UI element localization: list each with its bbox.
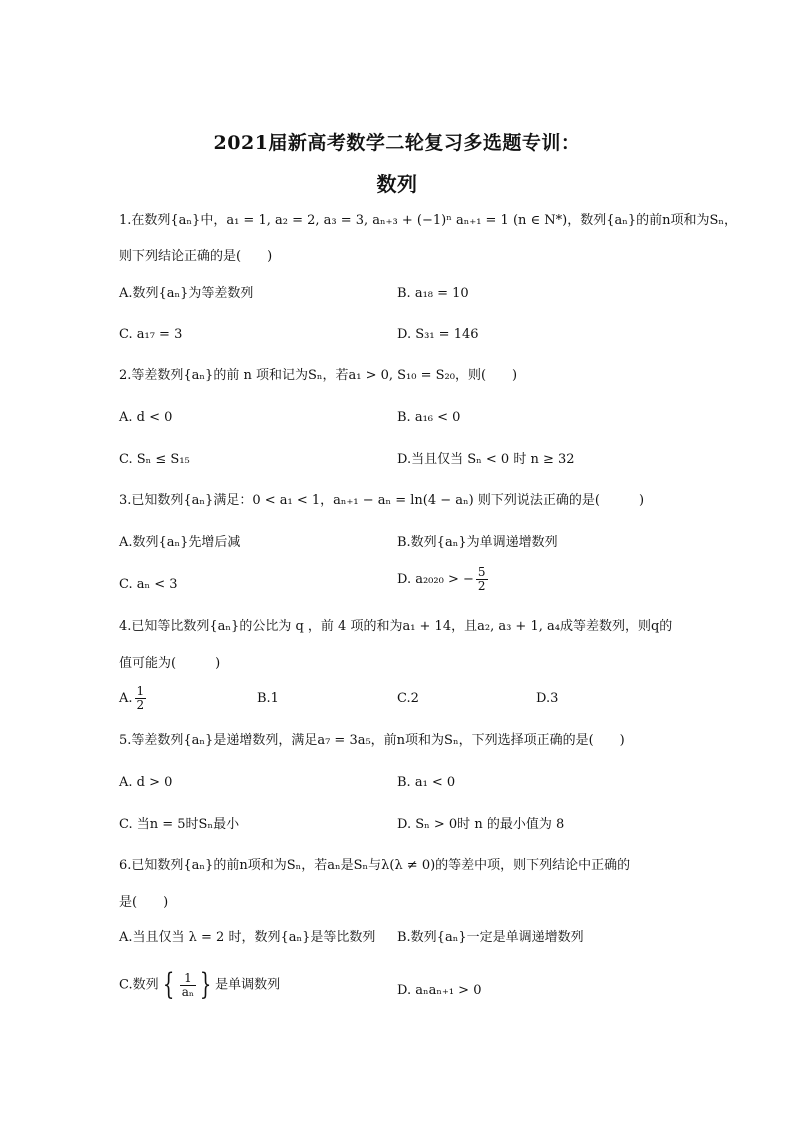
q6-option-d: D. aₙaₙ₊₁ > 0 (397, 983, 482, 998)
q2-option-b: B. a₁₆ < 0 (397, 410, 461, 425)
right-brace-icon: } (199, 967, 212, 1002)
q6-option-c-suffix: 是单调数列 (215, 977, 281, 993)
document-subtitle: 数列 (376, 172, 418, 196)
q3-option-c: C. aₙ < 3 (119, 577, 178, 592)
fraction-numerator: 1 (136, 684, 145, 698)
q4-option-a-fraction (135, 685, 147, 712)
q3-option-a: A.数列{aₙ}先增后减 (119, 535, 241, 550)
q4-stem-line2: 值可能为( ) (119, 656, 221, 671)
q3-option-b: B.数列{aₙ}为单调递增数列 (397, 535, 558, 550)
q3-stem: 3.已知数列{aₙ}满足：0 < a₁ < 1，aₙ₊₁ − aₙ = ln(4 − aₙ) 则下列说法正确的是( ) (119, 493, 645, 508)
q1-option-d: D. S₃₁ = 146 (397, 327, 479, 342)
fraction-numerator: 1 (180, 972, 196, 986)
q2-option-d: D.当且仅当 Sₙ < 0 时 n ≥ 32 (397, 452, 575, 467)
q4-option-d: D.3 (536, 691, 559, 706)
q1-option-b: B. a₁₈ = 10 (397, 286, 469, 301)
q6-option-b: B.数列{aₙ}一定是单调递增数列 (397, 930, 584, 945)
q6-option-a: A.当且仅当 λ = 2 时，数列{aₙ}是等比数列 (119, 930, 376, 945)
q1-option-a: A.数列{aₙ}为等差数列 (119, 286, 254, 301)
fraction-denominator: aₙ (181, 984, 195, 999)
q2-option-c: C. Sₙ ≤ S₁₅ (119, 452, 190, 467)
q6-stem-line2: 是( ) (119, 895, 169, 910)
q5-option-b: B. a₁ < 0 (397, 775, 456, 790)
q5-option-c: C. 当n = 5时Sₙ最小 (119, 817, 240, 832)
q1-stem-line2: 则下列结论正确的是( ) (119, 249, 273, 264)
q5-stem: 5.等差数列{aₙ}是递增数列，满足a₇ = 3a₅，前n项和为Sₙ，下列选择项正确的是( ) (119, 733, 625, 748)
document-title: 2021届新高考数学二轮复习多选题专训： (213, 132, 581, 154)
q4-option-b: B.1 (257, 691, 279, 706)
q6-stem-line1: 6.已知数列{aₙ}的前n项和为Sₙ，若aₙ是Sₙ与λ(λ ≠ 0)的等差中项，则下列结论中正确的 (119, 858, 631, 873)
q3-option-d-fraction (476, 566, 488, 593)
q4-option-a-label: A. (119, 691, 133, 706)
q3-option-d-text: D. a₂₀₂₀ > − (397, 572, 474, 587)
q4-option-c: C.2 (397, 691, 419, 706)
q2-stem: 2.等差数列{aₙ}的前 n 项和记为Sₙ，若a₁ > 0, S₁₀ = S₂₀，则( ) (119, 368, 518, 383)
left-brace-icon: { (162, 967, 174, 1002)
q6-option-c-text: C.数列 (119, 977, 159, 993)
q6-option-c-fraction (180, 972, 196, 999)
fraction-denominator: 2 (136, 698, 145, 712)
q1-stem-line1: 1.在数列{aₙ}中，a₁ = 1, a₂ = 2, a₃ = 3, aₙ₊₃ + (−1)ⁿ aₙ₊₁ = 1 (n ∈ N*)，数列{aₙ}的前n项和为Sₙ， (119, 213, 738, 228)
fraction-numerator: 5 (477, 565, 486, 579)
q3-option-d (397, 566, 488, 593)
q1-option-c: C. a₁₇ = 3 (119, 327, 183, 342)
q5-option-d: D. Sₙ > 0时 n 的最小值为 8 (397, 817, 565, 832)
fraction-denominator: 2 (477, 579, 486, 593)
q6-option-c (119, 967, 281, 1002)
q2-option-a: A. d < 0 (119, 410, 173, 425)
q4-stem-line1: 4.已知等比数列{aₙ}的公比为 q ，前 4 项的和为a₁ + 14，且a₂, a₃ + 1, a₄成等差数列，则q的 (119, 619, 673, 634)
q4-option-a (119, 685, 146, 712)
q5-option-a: A. d > 0 (119, 775, 173, 790)
